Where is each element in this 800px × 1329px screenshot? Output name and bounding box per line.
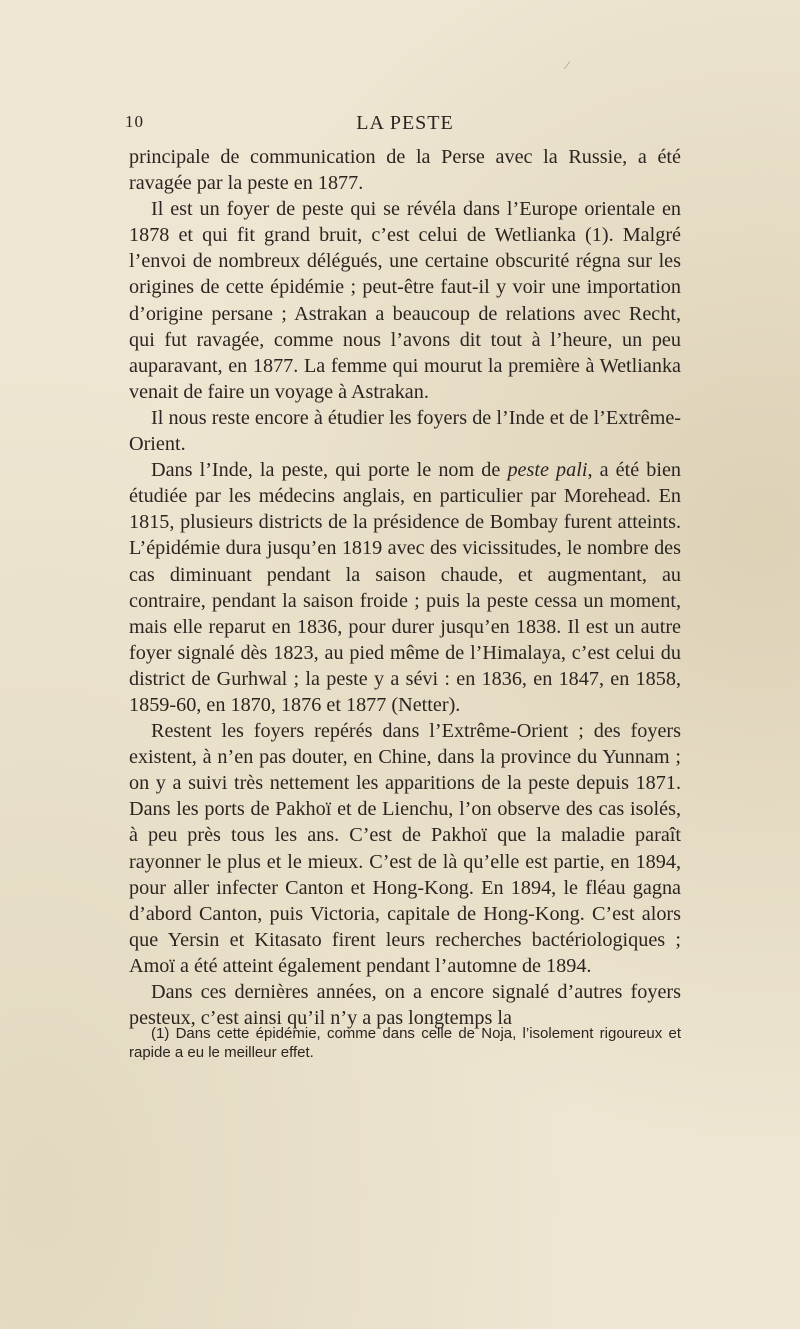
paragraph-text: Dans ces dernières années, on a encore signalé d’autres foyers pesteux, c’est ainsi qu’il n’y a pas longtemps la [129, 981, 681, 1030]
page-header [125, 112, 685, 142]
paragraph-text: principale de communication de la Perse avec la Russie, a été ravagée par la peste en 1877. [129, 146, 681, 195]
paragraph-continuation [129, 144, 681, 196]
footnote: (1) Dans cette épidémie, comme dans celle de Noja, l’isolement rigoureux et rapide a eu le meilleur effet. [129, 1025, 681, 1061]
paragraph-text: Dans l’Inde, la peste, qui porte le nom de [151, 459, 508, 482]
paragraph-text: Il est un foyer de peste qui se révéla dans l’Europe orientale en 1878 et qui fit grand bruit, c’est celui de Wetlianka (1). Malgré l’envoi de nombreux délégués, une certaine obscurité régna sur les origines de cette épidémie ; peut-être faut-il y voir une importation d’origine persane ; Astrakan a beaucoup de relations avec Recht, qui fut ravagée, comme nous l’avons dit tout à l’heure, un peu auparavant, en 1877. La femme qui mourut la première à Wetlianka venait de faire un voyage à Astrakan. [129, 198, 681, 403]
paragraph-wetlianka [129, 196, 681, 405]
body-text [129, 144, 681, 1031]
paragraph-text: Restent les foyers repérés dans l’Extrême-Orient ; des foyers existent, à n’en pas douter, en Chine, dans la province du Yunnam ; on y a suivi très nettement les apparitions de la peste depuis 1871. Dans les ports de Pakhoï et de Lienchu, l’on observe des cas isolés, à peu près tous les ans. C’est de Pakhoï que la maladie paraît rayonner le plus et le mieux. C’est de là qu’elle est partie, en 1894, pour aller infecter Canton et Hong-Kong. En 1894, le fléau gagna d’abord Canton, puis Victoria, capitale de Hong-Kong. C’est alors que Yersin et Kitasato firent leurs recherches bactériologiques ; Amoï a été atteint également pendant l’automne de 1894. [129, 720, 681, 977]
paragraph-text: Il nous reste encore à étudier les foyers de l’Inde et de l’Extrême-Orient. [129, 406, 681, 456]
running-title: LA PESTE [356, 112, 454, 134]
paragraph-inde-extreme-orient [129, 405, 681, 457]
pencil-mark-icon: ⁄ [566, 58, 569, 72]
paragraph-chine [129, 718, 681, 979]
paragraph-text: , a été bien étudiée par les médecins anglais, en particulier par Morehead. En 1815, plusieurs districts de la présidence de Bombay furent atteints. L’épidémie dura jusqu’en 1819 avec des vicissitudes, le nombre des cas diminuant pendant la saison chaude, et augmentant, au contraire, pendant la saison froide ; puis la peste cessa un moment, mais elle reparut en 1836, pour durer jusqu’en 1838. Il est un autre foyer signalé dès 1823, au pied même de l’Himalaya, c’est celui du district de Gurhwal ; la peste y a sévi : en 1836, en 1847, en 1858, 1859-60, en 1870, 1876 et 1877 (Netter). [129, 459, 682, 716]
page-number: 10 [125, 112, 144, 131]
italic-term: peste pali [507, 459, 588, 482]
paragraph-inde [129, 457, 681, 718]
